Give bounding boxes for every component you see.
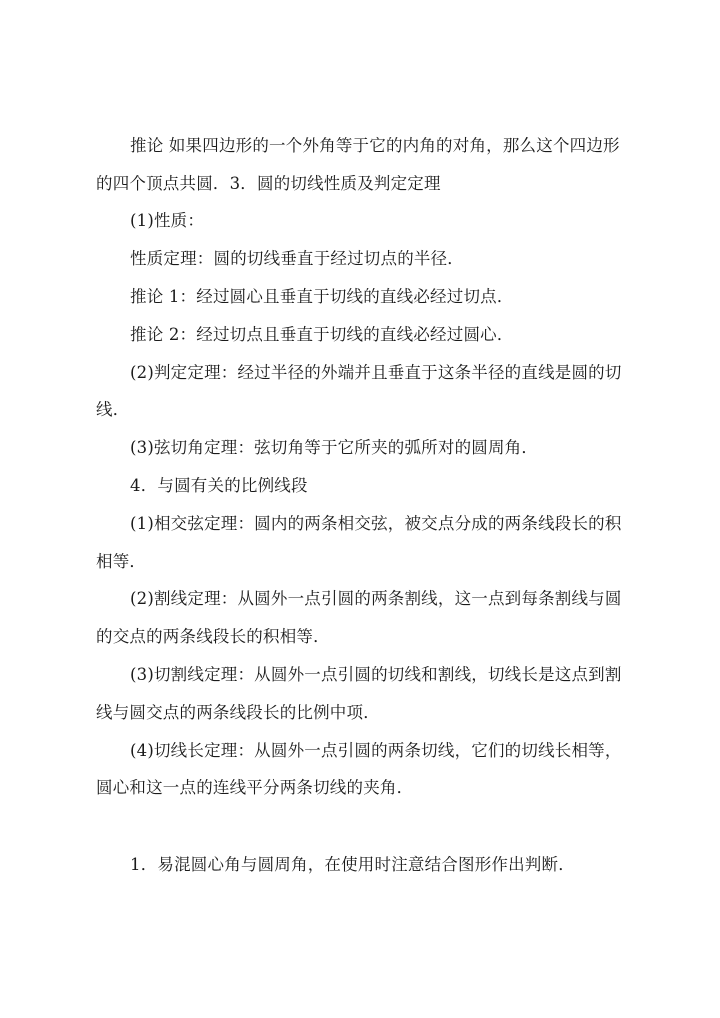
paragraph-line: (1)相交弦定理：圆内的两条相交弦，被交点分成的两条线段长的积 xyxy=(130,514,622,533)
paragraph-line: 性质定理：圆的切线垂直于经过切点的半径． xyxy=(130,249,464,268)
section-heading: 4．与圆有关的比例线段 xyxy=(130,476,308,495)
paragraph-line: 推论 如果四边形的一个外角等于它的内角的对角，那么这个四边形 xyxy=(130,136,620,155)
paragraph-line: 1．易混圆心角与圆周角，在使用时注意结合图形作出判断． xyxy=(130,855,575,874)
paragraph-line: 推论 1：经过圆心且垂直于切线的直线必经过切点． xyxy=(130,287,514,306)
paragraph-line: 线． xyxy=(96,400,130,419)
paragraph-line: 推论 2：经过切点且垂直于切线的直线必经过圆心． xyxy=(130,325,514,344)
paragraph-line: (2)割线定理：从圆外一点引圆的两条割线，这一点到每条割线与圆 xyxy=(130,589,622,608)
paragraph-line: 的四个顶点共圆．3．圆的切线性质及判定定理 xyxy=(96,174,441,193)
paragraph-line: (3)切割线定理：从圆外一点引圆的切线和割线，切线长是这点到割 xyxy=(130,665,622,684)
paragraph-line: 的交点的两条线段长的积相等． xyxy=(96,627,330,646)
paragraph-line: (4)切线长定理：从圆外一点引圆的两条切线，它们的切线长相等， xyxy=(130,741,622,760)
paragraph-line: 圆心和这一点的连线平分两条切线的夹角． xyxy=(96,778,414,797)
paragraph-line: (2)判定定理：经过半径的外端并且垂直于这条半径的直线是圆的切 xyxy=(130,363,622,382)
paragraph-line: (1)性质： xyxy=(130,211,205,230)
paragraph-line: (3)弦切角定理：弦切角等于它所夹的弧所对的圆周角． xyxy=(130,438,539,457)
paragraph-line: 相等． xyxy=(96,552,147,571)
paragraph-line: 线与圆交点的两条线段长的比例中项． xyxy=(96,703,380,722)
